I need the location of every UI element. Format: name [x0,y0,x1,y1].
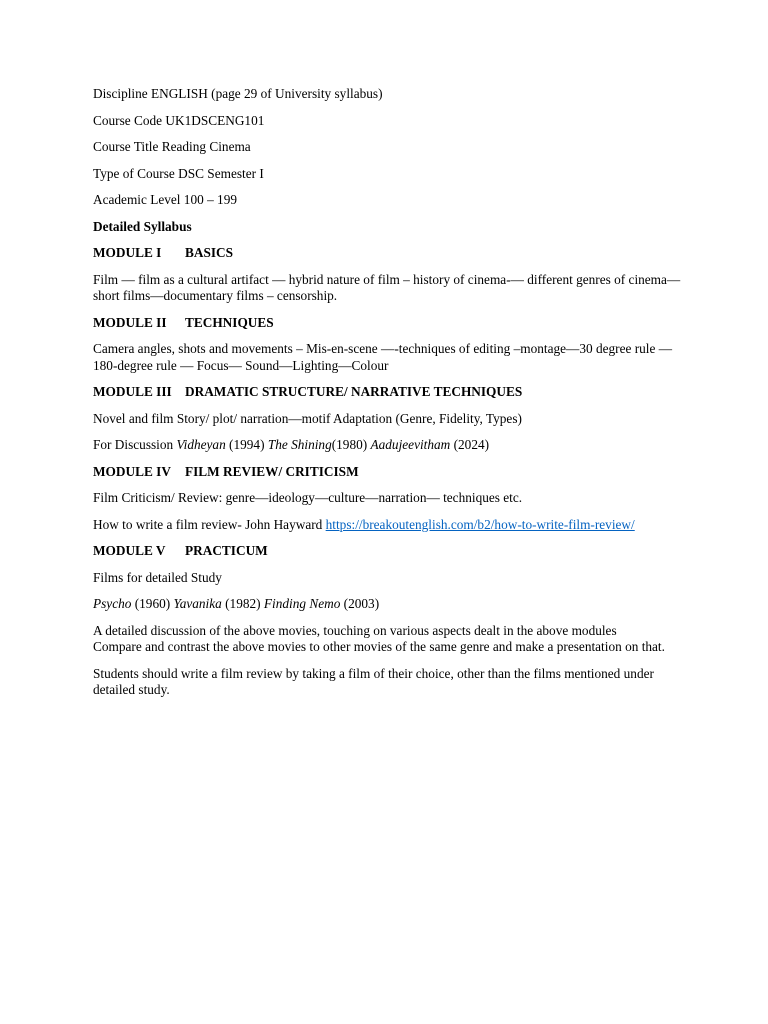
module-1-text: Film — film as a cultural artifact — hybrid nature of film – history of cinema-— different genres of cinema—short films—documentary films – censorship. [93,271,681,303]
module-1-number: MODULE I [93,245,162,260]
module-4-heading [93,464,683,481]
film-the-shining: The Shining [267,437,332,452]
module-2-title: TECHNIQUES [185,314,274,330]
module-3-heading [93,384,683,401]
module-3-text: Novel and film Story/ plot/ narration—motif Adaptation (Genre, Fidelity, Types) [93,410,522,426]
module-5-paragraph-2: Students should write a film review by taking a film of their choice, other than the films mentioned under detailed study. [93,665,654,697]
film-aadujeevitham-year: (2024) [450,437,490,452]
module-4-number: MODULE IV [93,463,171,479]
film-psycho-year: (1960) [131,596,174,611]
module-5-paragraph-1 [93,623,683,656]
module-4-title: FILM REVIEW/ CRITICISM [185,463,359,479]
film-yavanika-year: (1982) [221,596,264,611]
module-1-title: BASICS [185,245,234,260]
course-title-line: Course Title Reading Cinema [93,139,251,154]
module-2-number: MODULE II [93,314,167,330]
module-5-number: MODULE V [93,543,166,558]
module-3-discussion [93,437,683,454]
howto-prefix: How to write a film review- John Hayward [93,516,326,532]
film-finding-nemo-year: (2003) [340,596,380,611]
film-vidheyan-year: (1994) [225,437,268,452]
module-5-films [93,596,683,613]
film-yavanika: Yavanika [173,596,222,611]
film-the-shining-year: (1980) [331,437,371,452]
module-3-title: DRAMATIC STRUCTURE/ NARRATIVE TECHNIQUES [185,384,523,399]
module-4-text: Film Criticism/ Review: genre—ideology—culture—narration— techniques etc. [93,490,523,505]
module-5-heading [93,543,683,560]
film-aadujeevitham: Aadujeevitham [370,437,451,452]
course-type-line: Type of Course DSC Semester I [93,165,264,181]
discipline-line: Discipline ENGLISH (page 29 of University syllabus) [93,86,383,101]
film-psycho: Psycho [93,596,132,611]
discussion-prefix: For Discussion [93,437,177,452]
module-1-heading [93,245,683,262]
module-5-intro: Films for detailed Study [93,569,222,585]
film-finding-nemo: Finding Nemo [263,596,341,611]
module-5-title: PRACTICUM [185,543,268,558]
module-2-text: Camera angles, shots and movements – Mis-en-scene —-techniques of editing –montage—30 degree rule —180-degree rule — Focus— Sound—Lighting—Colour [93,341,672,373]
compare-line: Compare and contrast the above movies to other movies of the same genre and make a presentation on that. [93,639,665,654]
module-4-howto [93,517,683,534]
film-review-link[interactable]: https://breakoutenglish.com/b2/how-to-write-film-review/ [325,516,635,532]
course-code-line: Course Code UK1DSCENG101 [93,112,265,128]
film-vidheyan: Vidheyan [176,437,226,452]
syllabus-content [93,86,683,709]
discussion-line: A detailed discussion of the above movies, touching on various aspects dealt in the above modules [93,622,617,638]
module-2-heading [93,315,683,332]
detailed-syllabus-heading: Detailed Syllabus [93,218,192,234]
module-3-number: MODULE III [93,384,172,399]
academic-level-line: Academic Level 100 – 199 [93,192,237,207]
